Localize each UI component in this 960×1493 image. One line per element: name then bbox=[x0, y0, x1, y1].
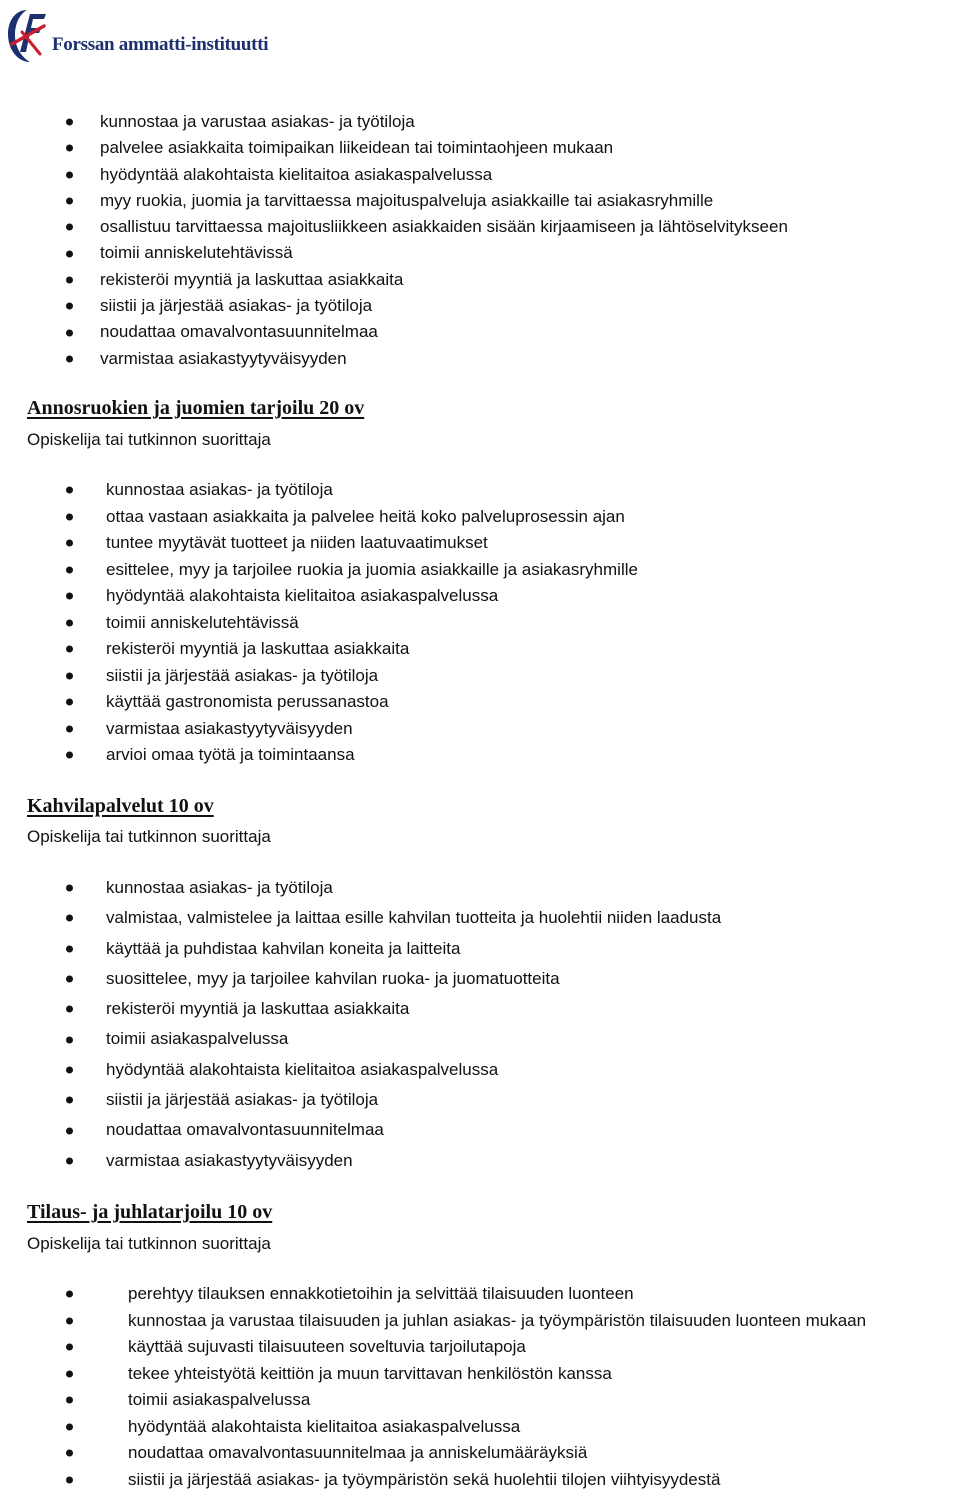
list-item: valmistaa, valmistelee ja laittaa esille kahvilan tuotteita ja huolehtii niiden laadusta bbox=[0, 903, 721, 933]
list-item: siistii ja järjestää asiakas- ja työtiloja bbox=[0, 1085, 721, 1115]
list-item: toimii asiakaspalvelussa bbox=[0, 1024, 721, 1054]
list-item: siistii ja järjestää asiakas- ja työtiloja bbox=[0, 663, 638, 690]
list-item: rekisteröi myyntiä ja laskuttaa asiakkaita bbox=[0, 267, 788, 293]
section-title-kahvila: Kahvilapalvelut 10 ov bbox=[27, 795, 214, 818]
section-list-kahvila bbox=[0, 873, 721, 1176]
section-list-tilaus bbox=[0, 1281, 866, 1493]
list-item: noudattaa omavalvontasuunnitelmaa bbox=[0, 319, 788, 345]
list-item: kunnostaa asiakas- ja työtiloja bbox=[0, 873, 721, 903]
list-item: toimii anniskelutehtävissä bbox=[0, 610, 638, 637]
list-item: toimii asiakaspalvelussa bbox=[0, 1387, 866, 1414]
list-item: käyttää gastronomista perussanastoa bbox=[0, 689, 638, 716]
intro-list bbox=[0, 109, 788, 372]
list-item: rekisteröi myyntiä ja laskuttaa asiakkaita bbox=[0, 994, 721, 1024]
list-item: käyttää ja puhdistaa kahvilan koneita ja laitteita bbox=[0, 934, 721, 964]
list-item: esittelee, myy ja tarjoilee ruokia ja juomia asiakkaille ja asiakasryhmille bbox=[0, 557, 638, 584]
list-item: noudattaa omavalvontasuunnitelmaa ja anniskelumääräyksiä bbox=[0, 1440, 866, 1467]
list-item: käyttää sujuvasti tilaisuuteen soveltuvia tarjoilutapoja bbox=[0, 1334, 866, 1361]
list-item: arvioi omaa työtä ja toimintaansa bbox=[0, 742, 638, 769]
list-item: varmistaa asiakastyytyväisyyden bbox=[0, 1146, 721, 1176]
list-item: siistii ja järjestää asiakas- ja työtiloja bbox=[0, 293, 788, 319]
list-item: varmistaa asiakastyytyväisyyden bbox=[0, 716, 638, 743]
list-item: siistii ja järjestää asiakas- ja työympäristön sekä huolehtii tilojen viihtyisyydestä bbox=[0, 1467, 866, 1493]
list-item: osallistuu tarvittaessa majoitusliikkeen asiakkaiden sisään kirjaamiseen ja lähtöselvitykseen bbox=[0, 214, 788, 240]
list-item: toimii anniskelutehtävissä bbox=[0, 240, 788, 266]
list-item: tekee yhteistyötä keittiön ja muun tarvittavan henkilöstön kanssa bbox=[0, 1361, 866, 1388]
section-title-annosruokat: Annosruokien ja juomien tarjoilu 20 ov bbox=[27, 397, 364, 420]
list-item: hyödyntää alakohtaista kielitaitoa asiakaspalvelussa bbox=[0, 583, 638, 610]
list-item: hyödyntää alakohtaista kielitaitoa asiakaspalvelussa bbox=[0, 1414, 866, 1441]
list-item: rekisteröi myyntiä ja laskuttaa asiakkaita bbox=[0, 636, 638, 663]
list-item: kunnostaa ja varustaa asiakas- ja työtiloja bbox=[0, 109, 788, 135]
section-subtitle: Opiskelija tai tutkinnon suorittaja bbox=[27, 430, 271, 450]
section-subtitle: Opiskelija tai tutkinnon suorittaja bbox=[27, 827, 271, 847]
section-subtitle: Opiskelija tai tutkinnon suorittaja bbox=[27, 1234, 271, 1254]
list-item: hyödyntää alakohtaista kielitaitoa asiakaspalvelussa bbox=[0, 1055, 721, 1085]
list-item: kunnostaa ja varustaa tilaisuuden ja juhlan asiakas- ja työympäristön tilaisuuden luonteen mukaan bbox=[0, 1308, 866, 1335]
list-item: palvelee asiakkaita toimipaikan liikeidean tai toimintaohjeen mukaan bbox=[0, 135, 788, 161]
section-list-annosruokat bbox=[0, 477, 638, 769]
section-title-tilaus: Tilaus- ja juhlatarjoilu 10 ov bbox=[27, 1201, 272, 1224]
list-item: hyödyntää alakohtaista kielitaitoa asiakaspalvelussa bbox=[0, 162, 788, 188]
list-item: kunnostaa asiakas- ja työtiloja bbox=[0, 477, 638, 504]
list-item: myy ruokia, juomia ja tarvittaessa majoituspalveluja asiakkaille tai asiakasryhmille bbox=[0, 188, 788, 214]
list-item: tuntee myytävät tuotteet ja niiden laatuvaatimukset bbox=[0, 530, 638, 557]
header bbox=[6, 6, 268, 66]
list-item: varmistaa asiakastyytyväisyyden bbox=[0, 346, 788, 372]
list-item: ottaa vastaan asiakkaita ja palvelee heitä koko palveluprosessin ajan bbox=[0, 504, 638, 531]
list-item: noudattaa omavalvontasuunnitelmaa bbox=[0, 1115, 721, 1145]
list-item: suosittelee, myy ja tarjoilee kahvilan ruoka- ja juomatuotteita bbox=[0, 964, 721, 994]
logo-icon bbox=[6, 8, 48, 64]
org-name: Forssan ammatti-instituutti bbox=[52, 34, 268, 56]
list-item: perehtyy tilauksen ennakkotietoihin ja selvittää tilaisuuden luonteen bbox=[0, 1281, 866, 1308]
